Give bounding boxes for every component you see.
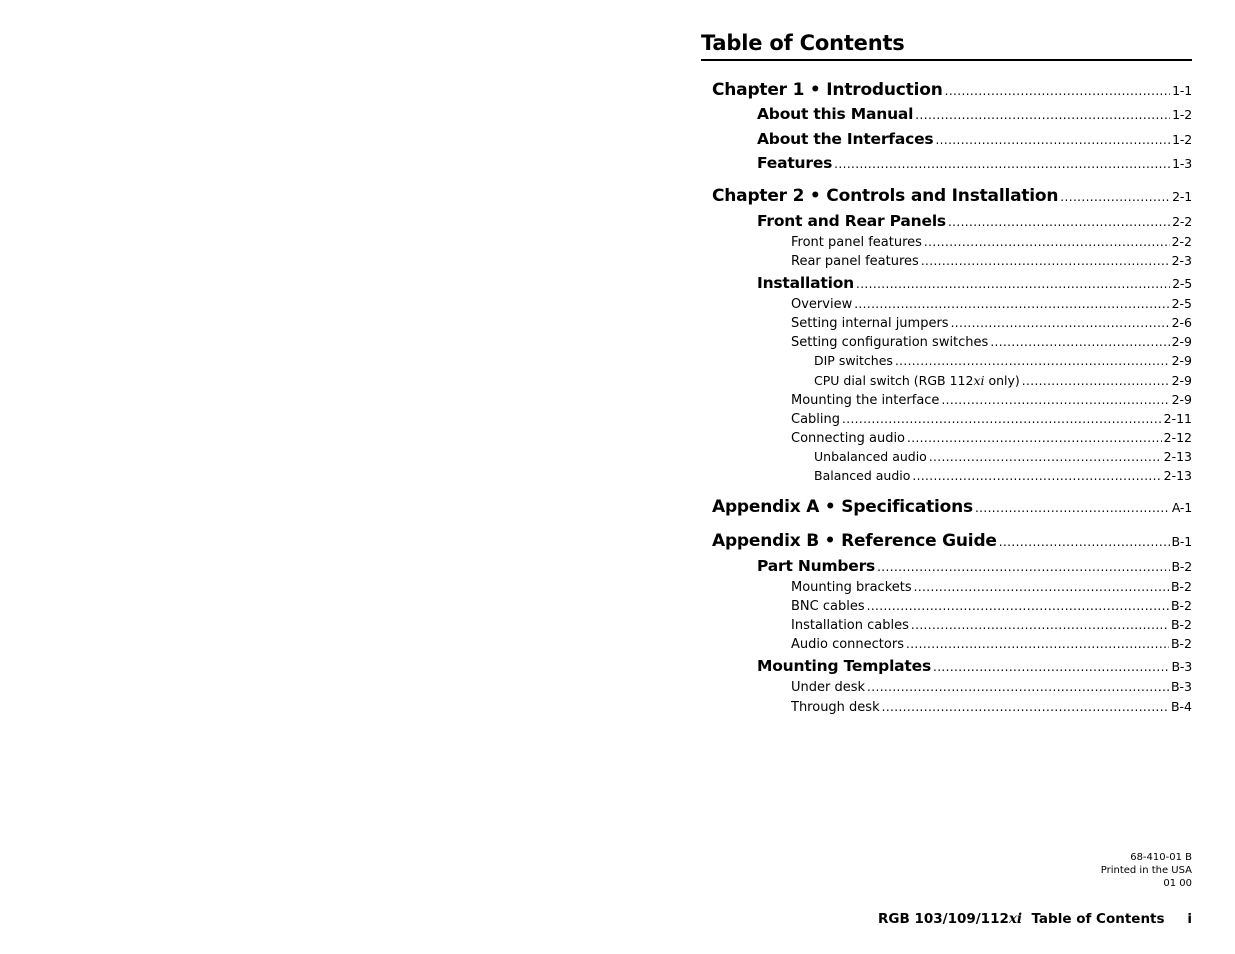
dot-leader [912, 469, 1161, 483]
toc-page-number: 2-6 [1171, 315, 1192, 330]
footer-running-title [878, 911, 1165, 927]
toc-entry-about-manual[interactable] [757, 105, 1192, 123]
toc-label: BNC cables [791, 599, 865, 614]
toc-label: Mounting Templates [757, 657, 931, 675]
toc-entry-internal-jumpers[interactable] [791, 315, 1192, 331]
toc-label: Features [757, 154, 833, 172]
toc-label: About this Manual [757, 105, 914, 123]
toc-page-number: 2-3 [1171, 253, 1192, 268]
toc-entry-audio-connectors[interactable] [791, 636, 1192, 652]
toc-entry-config-switches[interactable] [791, 334, 1192, 350]
toc-label: Setting configuration switches [791, 335, 989, 350]
toc-page-number: B-1 [1171, 534, 1192, 549]
dot-leader [915, 108, 1170, 122]
dot-leader [951, 316, 1170, 330]
toc-entry-dip-switches[interactable] [814, 353, 1192, 368]
toc-entry-unbalanced-audio[interactable] [814, 449, 1192, 464]
dot-leader [941, 393, 1169, 407]
footer-model-suffix: xi [1008, 911, 1023, 927]
page-footer [878, 911, 1192, 927]
toc-label: Overview [791, 297, 853, 312]
part-number: 68-410-01 B [1130, 852, 1192, 863]
toc-entry-appendix-a[interactable] [712, 497, 1192, 517]
dot-leader [975, 501, 1170, 515]
print-info [1101, 851, 1192, 890]
toc-entry-installation-cables[interactable] [791, 617, 1192, 633]
toc-entry-through-desk[interactable] [791, 699, 1192, 715]
toc-entry-overview[interactable] [791, 296, 1192, 312]
toc-label [814, 373, 1020, 388]
toc-entry-front-rear-panels[interactable] [757, 212, 1192, 230]
toc-page-number: 2-13 [1163, 449, 1192, 464]
toc-entry-chapter-2[interactable] [712, 186, 1192, 206]
toc-label-part: only) [984, 373, 1020, 388]
toc-entry-installation[interactable] [757, 274, 1192, 292]
toc-entry-appendix-b[interactable] [712, 531, 1192, 551]
toc-entry-part-numbers[interactable] [757, 557, 1192, 575]
toc-entry-about-interfaces[interactable] [757, 130, 1192, 148]
toc-page-number: 1-1 [1172, 83, 1192, 98]
dot-leader [911, 618, 1169, 632]
toc-page-number: B-2 [1170, 579, 1192, 594]
toc-label: Front panel features [791, 235, 922, 250]
dot-leader [914, 580, 1169, 594]
dot-leader [842, 412, 1162, 426]
dot-leader [854, 297, 1169, 311]
footer-section: Table of Contents [1031, 911, 1165, 927]
toc-entry-mounting-interface[interactable] [791, 392, 1192, 408]
toc-page-number: B-3 [1170, 679, 1192, 694]
dot-leader [906, 637, 1169, 651]
toc-label: Part Numbers [757, 557, 876, 575]
toc-entry-connecting-audio[interactable] [791, 430, 1192, 446]
toc-label: Audio connectors [791, 637, 904, 652]
toc-entry-front-panel-features[interactable] [791, 234, 1192, 250]
dot-leader [882, 700, 1169, 714]
toc-label: Cabling [791, 412, 841, 427]
toc-label: Mounting brackets [791, 580, 912, 595]
toc-page-number: 2-12 [1163, 430, 1192, 445]
toc-label: Appendix B • Reference Guide [712, 531, 997, 551]
toc-page-number: 2-9 [1171, 353, 1192, 368]
toc-entry-mounting-templates[interactable] [757, 657, 1192, 675]
dot-leader [895, 354, 1170, 368]
dot-leader [990, 335, 1169, 349]
dot-leader [907, 431, 1162, 445]
model-suffix: xi [973, 373, 985, 388]
toc-label: Mounting the interface [791, 393, 940, 408]
toc-label: Setting internal jumpers [791, 316, 949, 331]
dot-leader [933, 660, 1170, 674]
toc-label: Chapter 1 • Introduction [712, 80, 943, 100]
toc-label: Through desk [791, 700, 880, 715]
dot-leader [935, 133, 1170, 147]
dot-leader [877, 560, 1169, 574]
toc-entry-under-desk[interactable] [791, 679, 1192, 695]
toc-page-number: B-2 [1170, 636, 1192, 651]
dot-leader [948, 215, 1170, 229]
toc-entry-bnc-cables[interactable] [791, 598, 1192, 614]
toc-label: About the Interfaces [757, 130, 934, 148]
toc-page-number: 2-2 [1172, 214, 1192, 229]
toc-entry-cpu-dial-switch[interactable] [814, 373, 1192, 388]
toc-page-number: 2-13 [1163, 468, 1192, 483]
toc-page-number: B-2 [1170, 598, 1192, 613]
toc-page-number: 2-9 [1171, 373, 1192, 388]
dot-leader [867, 599, 1169, 613]
toc-page-number: 2-5 [1171, 296, 1192, 311]
toc-entry-balanced-audio[interactable] [814, 468, 1192, 483]
dot-leader [867, 680, 1169, 694]
toc-label: Balanced audio [814, 468, 911, 483]
dot-leader [856, 277, 1170, 291]
dot-leader [1022, 374, 1170, 388]
toc-entry-chapter-1[interactable] [712, 80, 1192, 100]
toc-page-number: B-4 [1170, 699, 1192, 714]
toc-label: Unbalanced audio [814, 449, 927, 464]
toc-label: DIP switches [814, 353, 893, 368]
dot-leader [921, 254, 1170, 268]
toc-page-number: B-2 [1170, 617, 1192, 632]
toc-label: Appendix A • Specifications [712, 497, 973, 517]
footer-product: RGB 103/109/112 [878, 911, 1009, 927]
dot-leader [834, 157, 1170, 171]
toc-page-number: 1-2 [1172, 132, 1192, 147]
toc-page-number: 1-3 [1172, 156, 1192, 171]
toc-page-number: 2-5 [1172, 276, 1192, 291]
toc-entry-features[interactable] [757, 154, 1192, 172]
toc-entry-mounting-brackets[interactable] [791, 579, 1192, 595]
printed-in: Printed in the USA [1100, 865, 1192, 876]
footer-page-number: i [1187, 911, 1192, 927]
toc-entry-rear-panel-features[interactable] [791, 253, 1192, 269]
dot-leader [929, 450, 1162, 464]
toc-label: Connecting audio [791, 431, 906, 446]
toc-page-number: 1-2 [1172, 107, 1192, 122]
toc-label: Chapter 2 • Controls and Installation [712, 186, 1059, 206]
toc-label: Installation cables [791, 618, 909, 633]
toc-label: Rear panel features [791, 254, 919, 269]
toc-entry-cabling[interactable] [791, 411, 1192, 427]
toc-page-number: 2-1 [1172, 189, 1192, 204]
toc-label: Front and Rear Panels [757, 212, 946, 230]
toc-label-part: CPU dial switch (RGB 112 [814, 373, 974, 388]
dot-leader [999, 535, 1170, 549]
dot-leader [945, 84, 1171, 98]
dot-leader [924, 235, 1170, 249]
page-title: Table of Contents [701, 31, 1192, 61]
toc-label: Under desk [791, 680, 866, 695]
toc-label: Installation [757, 274, 854, 292]
toc-page-number: A-1 [1171, 500, 1192, 515]
toc-page-number: 2-11 [1163, 411, 1192, 426]
toc-page-number: 2-9 [1171, 392, 1192, 407]
print-date: 01 00 [1163, 878, 1192, 889]
dot-leader [1060, 190, 1170, 204]
toc-page-number: B-2 [1171, 559, 1192, 574]
toc-page-number: 2-9 [1171, 334, 1192, 349]
toc-page-number: B-3 [1171, 659, 1192, 674]
toc-page-number: 2-2 [1171, 234, 1192, 249]
